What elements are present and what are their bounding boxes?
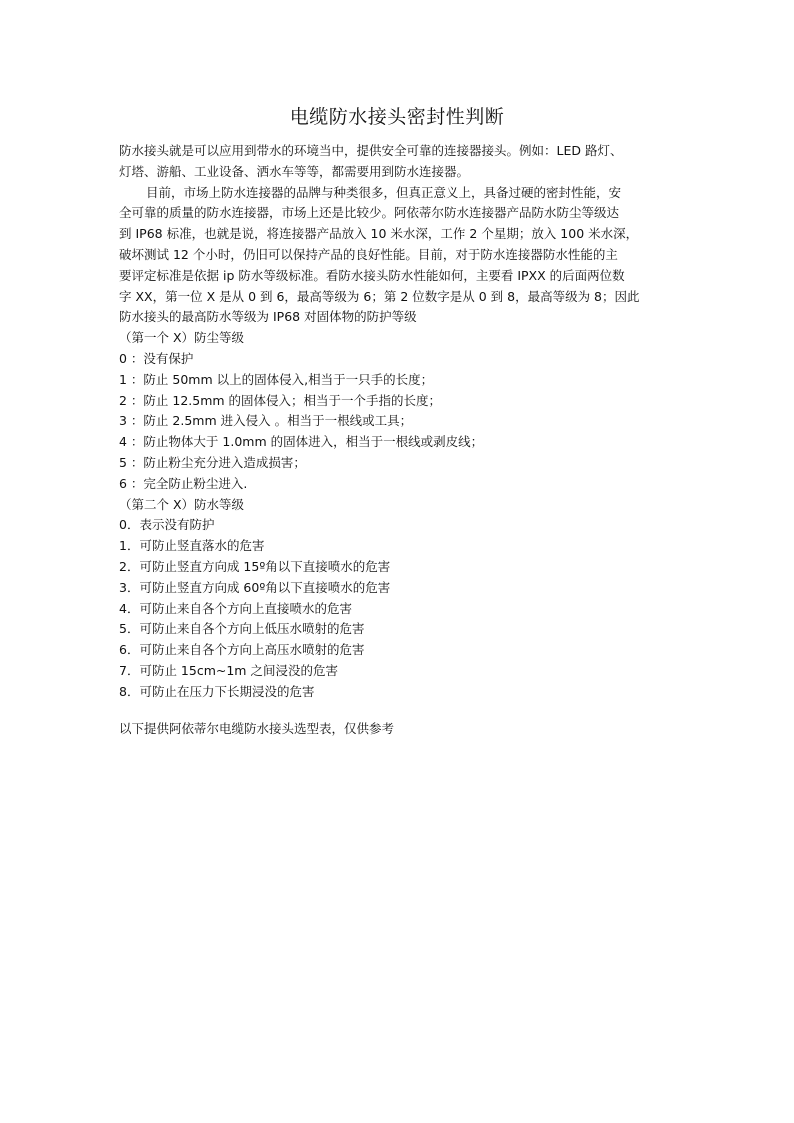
paragraph-line: 目前，市场上防水连接器的品牌与种类很多，但真正意义上，具备过硬的密封性能，安 [146,184,622,200]
intro-line: 防水接头就是可以应用到带水的环境当中，提供安全可靠的连接器接头。例如：LED 路灯、 [119,143,623,158]
paragraph-line: 要评定标准是依据 ip 防水等级标准。看防水接头防水性能如何，主要看 IPXX 的后面两位数 [119,267,625,283]
paragraph-line: 到 IP68 标准，也就是说，将连接器产品放入 10 米水深，工作 2 个星期；放入 100 米水深， [119,226,639,242]
paragraph-line: 全可靠的质量的防水连接器，市场上还是比较少。阿依蒂尔防水连接器产品防水防尘等级达 [119,205,620,221]
intro-paragraph [119,141,679,183]
document-title: 电缆防水接头密封性判断 [289,106,505,128]
list-item: 8．可防止在压力下长期浸没的危害 [119,683,315,699]
document-body [119,141,679,739]
list-item: 5．可防止来自各个方向上低压水喷射的危害 [119,621,365,637]
paragraph-line: 防水接头的最高防水等级为 IP68 对固体物的防护等级 [119,309,417,325]
list-item: 2．可防止竖直方向成 15º角以下直接喷水的危害 [119,558,391,574]
list-item: 6．可防止来自各个方向上高压水喷射的危害 [119,642,365,658]
water-rating-heading: （第二个 X）防水等级 [119,496,245,512]
paragraph-line: 字 XX，第一位 X 是从 0 到 6，最高等级为 6；第 2 位数字是从 0 到 8，最高等级为 8；因此 [119,288,640,304]
market-paragraph [119,183,679,329]
water-rating-list [119,515,679,702]
dust-rating-list [119,349,679,495]
list-item: 1 ：防止 50mm 以上的固体侵入,相当于一只手的长度； [119,371,434,387]
list-item: 7．可防止 15cm~1m 之间浸没的危害 [119,662,338,678]
spacer [119,703,679,719]
list-item: 3．可防止竖直方向成 60º角以下直接喷水的危害 [119,579,391,595]
list-item: 6 ：完全防止粉尘进入. [119,475,248,491]
list-item: 2 ：防止 12.5mm 的固体侵入；相当于一个手指的长度； [119,392,442,408]
list-item: 4．可防止来自各个方向上直接喷水的危害 [119,600,352,616]
list-item: 0．表示没有防护 [119,517,215,533]
list-item: 5 ：防止粉尘充分进入造成损害； [119,454,306,470]
list-item: 1．可防止竖直落水的危害 [119,538,265,554]
intro-line: 灯塔、游船、工业设备、洒水车等等，都需要用到防水连接器。 [119,163,470,179]
dust-rating-heading: （第一个 X）防尘等级 [119,330,245,346]
list-item: 0 ：没有保护 [119,350,194,366]
list-item: 4 ：防止物体大于 1.0mm 的固体进入，相当于一根线或剥皮线； [119,434,484,450]
closing-note: 以下提供阿依蒂尔电缆防水接头选型表，仅供参考 [119,720,395,736]
list-item: 3 ：防止 2.5mm 进入侵入 。相当于一根线或工具； [119,413,413,429]
paragraph-line: 破坏测试 12 个小时，仍旧可以保持产品的良好性能。目前，对于防水连接器防水性能的主 [119,246,618,262]
